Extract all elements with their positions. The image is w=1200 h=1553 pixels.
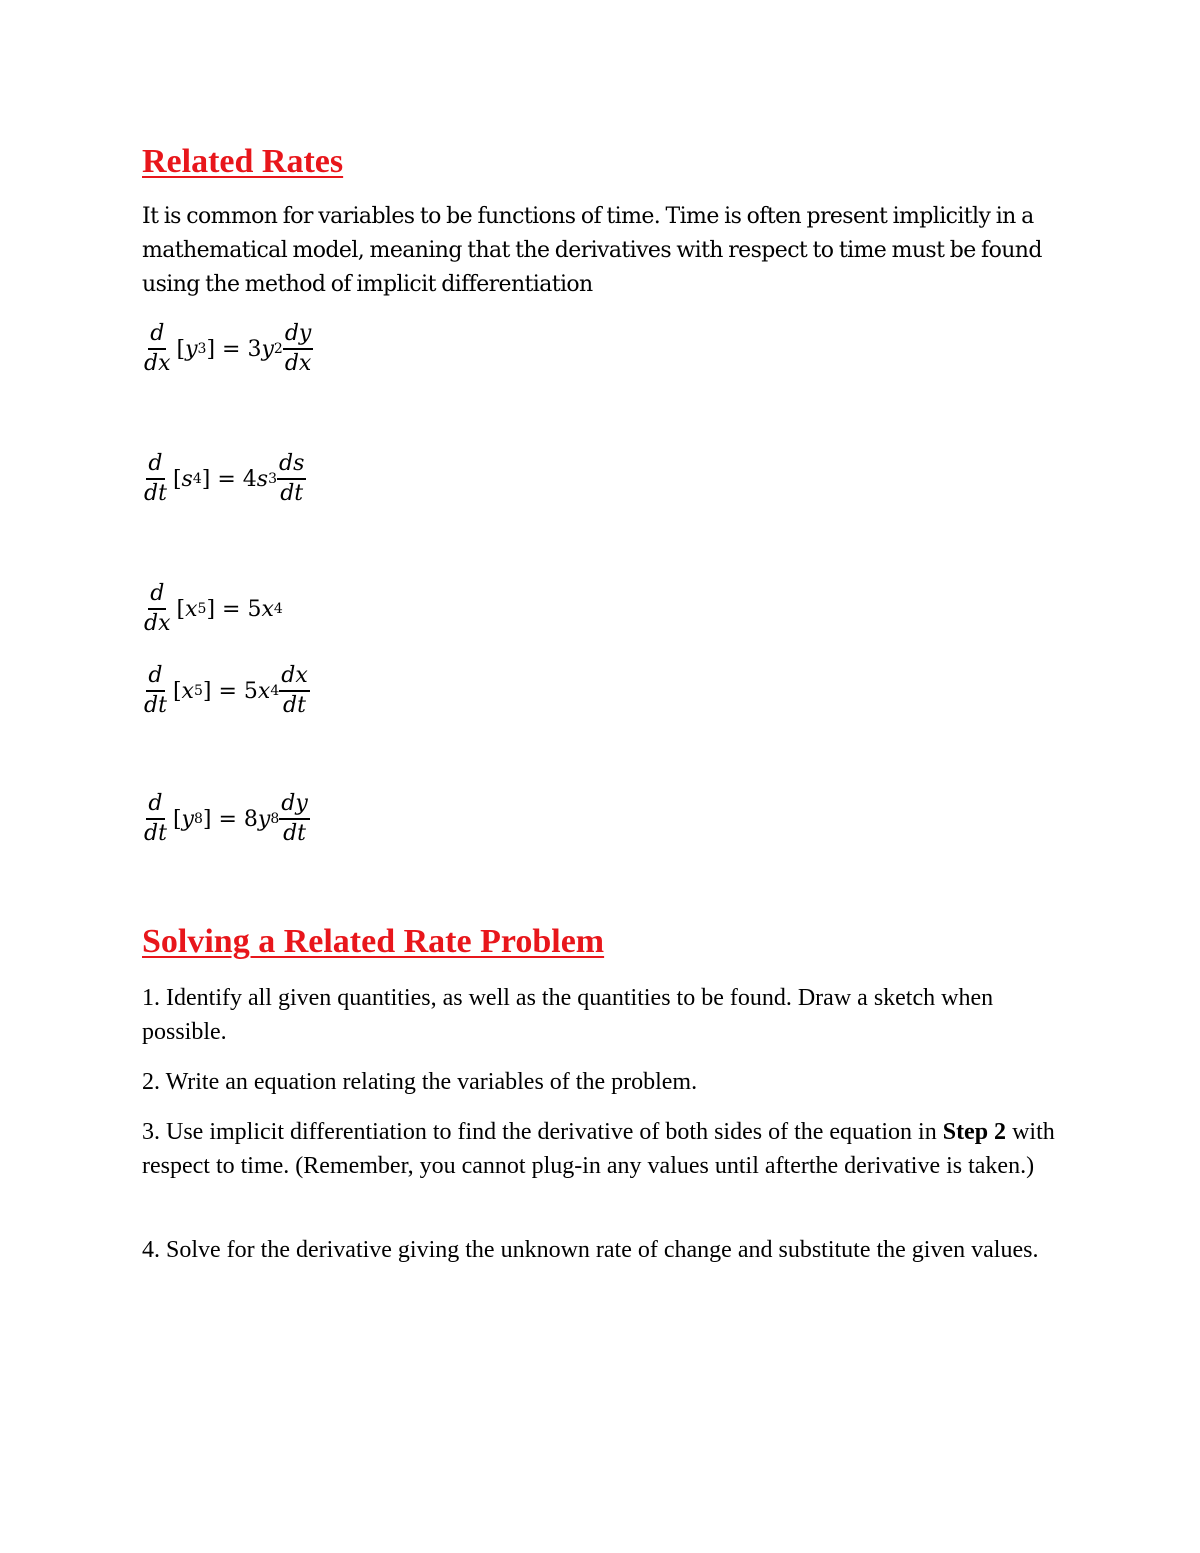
equation-4: $\frac{d}{dt}$ [ x 5 ] = 5 x 4 $\frac{dx}{dt}$ xyxy=(144,663,308,718)
step-3: 3. Use implicit differentiation to find the derivative of both sides of the equation in Step 2 with respect to time. (Remember, you cannot plug-in any values until afterthe derivative is taken.) xyxy=(142,1119,1055,1179)
intro-paragraph: It is common for variables to be functions of time. Time is often present implicitly in a mathematical model, meaning that the derivatives with respect to time must be found using the method of implicit differentiation xyxy=(142,204,1042,297)
section-title: Solving a Related Rate Problem xyxy=(142,923,605,960)
step-1: 1. Identify all given quantities, as well as the quantities to be found. Draw a sketch when possible. xyxy=(142,985,994,1045)
step-2: 2. Write an equation relating the variables of the problem. xyxy=(142,1069,698,1095)
derivative-operator: $\frac{d}{dt}$ xyxy=(144,663,167,718)
equation-2: $\frac{d}{dt}$ [ s 4 ] = 4 s 3 $\frac{ds}{dt}$ xyxy=(144,451,305,506)
step-reference: Step 2 xyxy=(942,1119,1007,1145)
derivative-operator: $\frac{d}{dx}$ xyxy=(144,321,171,376)
derivative-operator: $\frac{d}{dt}$ xyxy=(144,791,167,846)
equation-5: $\frac{d}{dt}$ [ y 8 ] = 8 y 8 $\frac{dy}{dt}$ xyxy=(144,791,308,846)
rate-fraction: $\frac{dy}{dx}$ xyxy=(284,321,312,376)
rate-fraction: $\frac{ds}{dt}$ xyxy=(279,451,305,506)
page-title: Related Rates xyxy=(142,143,344,180)
equation-1: $\frac{d}{dx}$ [ y 3 ] = 3 y 2 $\frac{dy}{dx}$ xyxy=(144,321,312,376)
derivative-operator: $\frac{d}{dt}$ xyxy=(144,451,167,506)
step-4: 4. Solve for the derivative giving the unknown rate of change and substitute the given values. xyxy=(142,1237,1039,1263)
rate-fraction: $\frac{dy}{dt}$ xyxy=(281,791,308,846)
rate-fraction: $\frac{dx}{dt}$ xyxy=(281,663,308,718)
equation-3: $\frac{d}{dx}$ [ x 5 ] = 5 x 4 xyxy=(144,581,283,636)
derivative-operator: $\frac{d}{dx}$ xyxy=(144,581,171,636)
